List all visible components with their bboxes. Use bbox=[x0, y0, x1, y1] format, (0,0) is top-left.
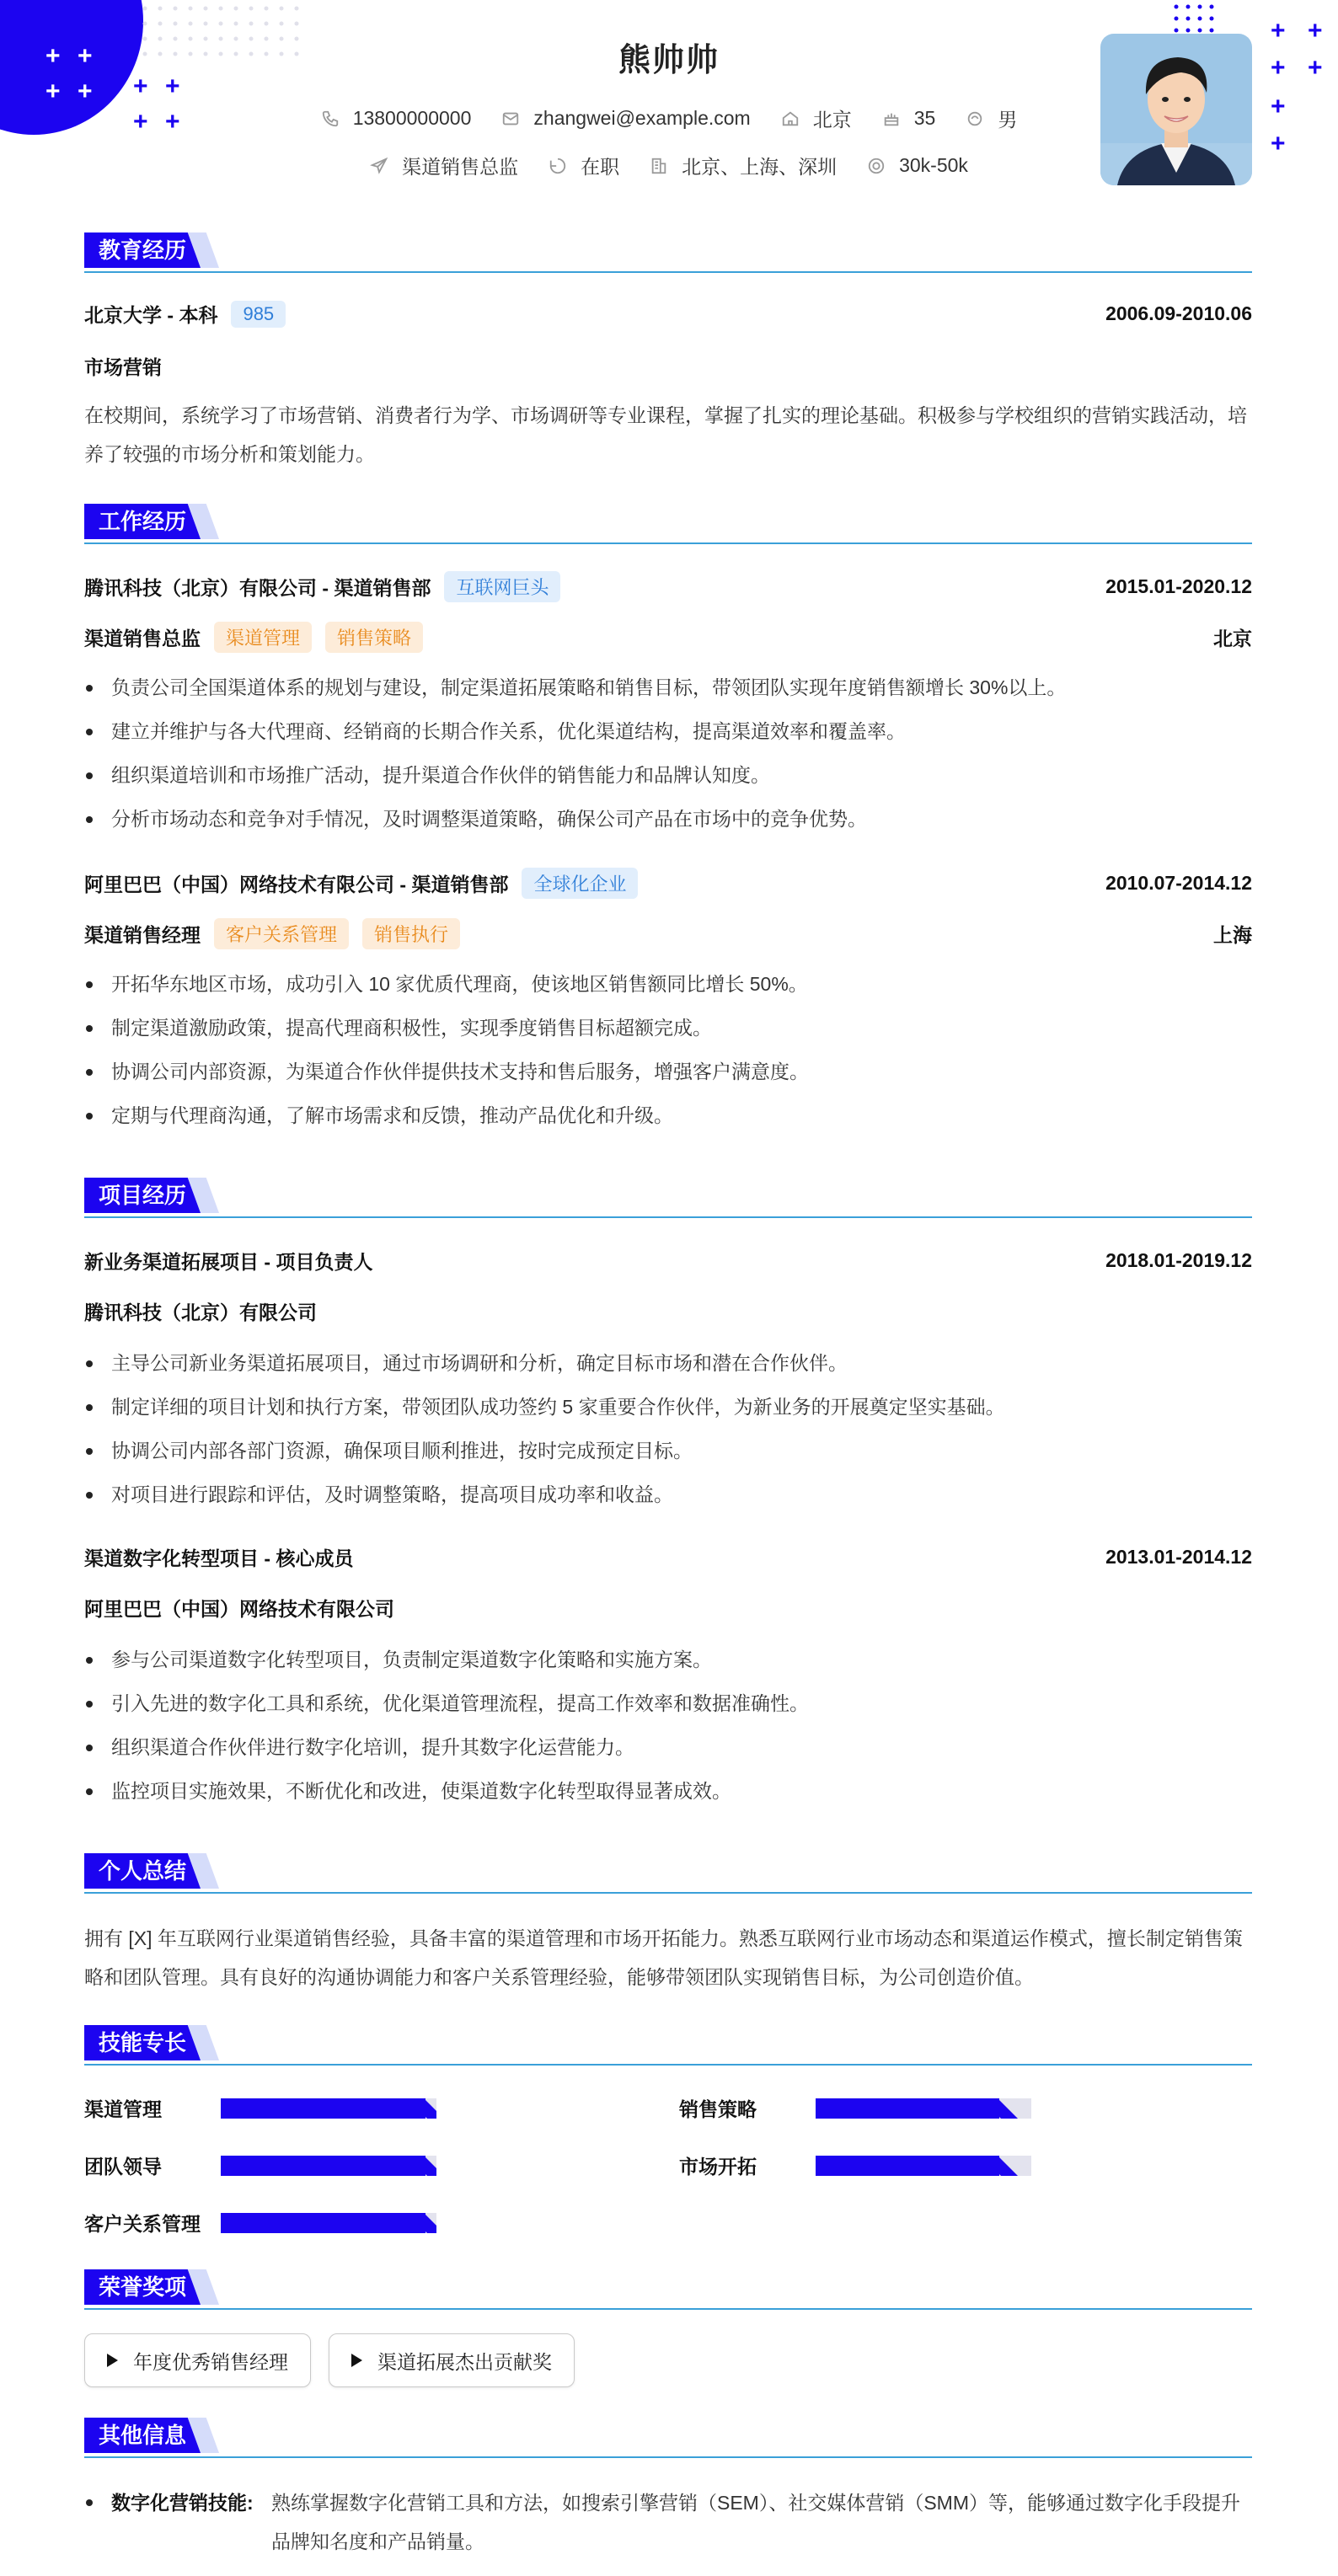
skill-label: 渠道管理 bbox=[84, 2098, 162, 2120]
other-key: 数字化营销技能: bbox=[111, 2492, 254, 2514]
list-item: 开拓华东地区市场，成功引入 10 家优质代理商，使该地区销售额同比增长 50%。 bbox=[84, 962, 1252, 1006]
section-title: 教育经历 bbox=[84, 232, 201, 268]
award-card bbox=[84, 2333, 311, 2387]
section-title: 荣誉奖项 bbox=[84, 2269, 201, 2305]
project-name: 新业务渠道拓展项目 - 项目负责人 bbox=[84, 1251, 373, 1273]
project-date: 2013.01-2014.12 bbox=[1105, 1546, 1252, 1568]
skill-label: 团队领导 bbox=[84, 2156, 162, 2178]
plus-icon: + bbox=[1271, 130, 1286, 158]
work-date: 2015.01-2020.12 bbox=[1105, 575, 1252, 597]
plus-icon: + bbox=[1271, 54, 1286, 82]
salary-icon bbox=[867, 157, 886, 175]
summary-text: 拥有 [X] 年互联网行业渠道销售经验，具备丰富的渠道管理和市场开拓能力。熟悉互联网行业市场动态和渠道运作模式，擅长制定销售策略和团队管理。具有良好的沟通协调能力和客户关系管理经验，能够带领团队实现销售目标，为公司创造价值。 bbox=[84, 1927, 1243, 1988]
job-cities bbox=[650, 152, 837, 179]
plus-icon: + bbox=[165, 108, 180, 136]
section-other bbox=[84, 2418, 1252, 2458]
work-bullets bbox=[84, 665, 1252, 841]
skill-item bbox=[679, 2151, 1031, 2179]
work-bullets bbox=[84, 962, 1252, 1137]
age-text: 35 bbox=[913, 107, 936, 129]
list-item: 协调公司内部各部门资源，确保项目顺利推进，按时完成预定目标。 bbox=[84, 1429, 1252, 1472]
plus-icon: + bbox=[78, 77, 93, 105]
work-header bbox=[84, 571, 1252, 602]
skill-item bbox=[84, 2094, 436, 2122]
work-header bbox=[84, 868, 1252, 899]
section-summary bbox=[84, 1853, 1252, 1894]
job-position bbox=[370, 152, 518, 179]
position-text: 渠道销售总监 bbox=[402, 156, 519, 178]
work-date: 2010.07-2014.12 bbox=[1105, 872, 1252, 894]
list-item: 组织渠道合作伙伴进行数字化培训，提升其数字化运营能力。 bbox=[84, 1725, 1252, 1769]
skill-bar-fill bbox=[816, 2156, 999, 2176]
list-item: 定期与代理商沟通，了解市场需求和反馈，推动产品优化和升级。 bbox=[84, 1093, 1252, 1137]
project-header bbox=[84, 1247, 1252, 1275]
contact-phone bbox=[321, 107, 472, 130]
contact-city bbox=[781, 104, 852, 132]
skill-tag: 渠道管理 bbox=[214, 622, 312, 653]
plus-icon: + bbox=[133, 108, 148, 136]
list-item: 制定详细的项目计划和执行方案，带领团队成功签约 5 家重要合作伙伴，为新业务的开展奠定坚实基础。 bbox=[84, 1385, 1252, 1429]
school-name: 北京大学 - 本科 bbox=[84, 304, 218, 326]
cities-text: 北京、上海、深圳 bbox=[682, 156, 838, 178]
plus-icon: + bbox=[45, 77, 61, 105]
school-badge: 985 bbox=[231, 301, 286, 328]
education-description: 在校期间，系统学习了市场营销、消费者行为学、市场调研等专业课程，掌握了扎实的理论基础。积极参与学校组织的营销实践活动，培养了较强的市场分析和策划能力。 bbox=[84, 404, 1247, 465]
plus-icon: + bbox=[133, 72, 148, 100]
salary-text: 30k-50k bbox=[899, 154, 968, 176]
project-company: 腾讯科技（北京）有限公司 bbox=[84, 1301, 317, 1323]
award-name: 年度优秀销售经理 bbox=[133, 2350, 288, 2373]
age-icon bbox=[882, 110, 901, 128]
skill-label: 客户关系管理 bbox=[84, 2213, 201, 2235]
list-item: 监控项目实施效果，不断优化和改进，使渠道数字化转型取得显著成效。 bbox=[84, 1769, 1252, 1813]
major: 市场营销 bbox=[84, 356, 162, 378]
email-text: zhangwei@example.com bbox=[533, 107, 751, 129]
dot-grid-decor bbox=[1173, 3, 1223, 37]
skill-item bbox=[84, 2209, 436, 2237]
plus-icon: + bbox=[1271, 93, 1286, 120]
skill-bar-fill bbox=[221, 2098, 425, 2119]
education-major-row bbox=[84, 352, 1252, 380]
company-badge: 互联网巨头 bbox=[444, 571, 560, 602]
contact-email bbox=[501, 107, 750, 130]
section-education bbox=[84, 232, 1252, 273]
project-company-row bbox=[84, 1297, 1252, 1325]
list-item: 对项目进行跟踪和评估，及时调整策略，提高项目成功率和收益。 bbox=[84, 1472, 1252, 1516]
other-value: 熟练掌握数字化营销工具和方法，如搜索引擎营销（SEM）、社交媒体营销（SMM）等，能够通过数字化手段提升品牌知名度和产品销量。 bbox=[271, 2492, 1240, 2552]
email-icon bbox=[501, 110, 520, 128]
section-title: 工作经历 bbox=[84, 504, 201, 539]
section-awards bbox=[84, 2269, 1252, 2310]
list-item: 负责公司全国渠道体系的规划与建设，制定渠道拓展策略和销售目标，带领团队实现年度销售额增长 30%以上。 bbox=[84, 665, 1252, 709]
skill-tag: 客户关系管理 bbox=[214, 918, 349, 949]
skill-label: 市场开拓 bbox=[679, 2156, 757, 2178]
plus-icon: + bbox=[1308, 54, 1323, 82]
section-title: 其他信息 bbox=[84, 2418, 201, 2453]
plus-icon: + bbox=[78, 42, 93, 70]
plus-icon: + bbox=[45, 42, 61, 70]
skill-tag: 销售策略 bbox=[325, 622, 423, 653]
gender-icon bbox=[966, 110, 984, 128]
skill-tag: 销售执行 bbox=[362, 918, 460, 949]
candidate-name: 熊帅帅 bbox=[618, 43, 720, 78]
list-item: 制定渠道激励政策，提高代理商积极性，实现季度销售目标超额完成。 bbox=[84, 1006, 1252, 1050]
city-text: 北京 bbox=[812, 109, 852, 131]
section-skills bbox=[84, 2025, 1252, 2066]
home-icon bbox=[781, 110, 800, 128]
phone-icon bbox=[321, 110, 340, 128]
skill-bar-fill bbox=[221, 2156, 425, 2176]
skill-item bbox=[84, 2151, 436, 2179]
play-icon bbox=[351, 2354, 362, 2367]
company-name: 腾讯科技（北京）有限公司 - 渠道销售部 bbox=[84, 577, 431, 599]
project-date: 2018.01-2019.12 bbox=[1105, 1249, 1252, 1271]
work-title-row bbox=[84, 918, 1252, 949]
avatar bbox=[1100, 34, 1252, 185]
work-title-row bbox=[84, 622, 1252, 653]
section-work bbox=[84, 504, 1252, 544]
skill-bar-fill bbox=[221, 2213, 425, 2233]
list-item: 协调公司内部资源，为渠道合作伙伴提供技术支持和售后服务，增强客户满意度。 bbox=[84, 1050, 1252, 1093]
project-company: 阿里巴巴（中国）网络技术有限公司 bbox=[84, 1598, 394, 1620]
list-item: 分析市场动态和竞争对手情况，及时调整渠道策略，确保公司产品在市场中的竞争优势。 bbox=[84, 797, 1252, 841]
send-icon bbox=[370, 157, 388, 175]
project-bullets bbox=[84, 1638, 1252, 1813]
award-card bbox=[329, 2333, 575, 2387]
section-title: 技能专长 bbox=[84, 2025, 201, 2060]
job-title: 渠道销售经理 bbox=[84, 924, 201, 946]
gender-text: 男 bbox=[998, 109, 1018, 131]
project-bullets bbox=[84, 1341, 1252, 1516]
skill-bar bbox=[221, 2213, 436, 2233]
list-item: 引入先进的数字化工具和系统，优化渠道管理流程，提高工作效率和数据准确性。 bbox=[84, 1681, 1252, 1725]
skill-label: 销售策略 bbox=[679, 2098, 757, 2120]
list-item: 参与公司渠道数字化转型项目，负责制定渠道数字化策略和实施方案。 bbox=[84, 1638, 1252, 1681]
work-city: 上海 bbox=[1213, 924, 1252, 946]
plus-icon: + bbox=[1308, 17, 1323, 45]
work-city: 北京 bbox=[1213, 628, 1252, 649]
section-projects bbox=[84, 1178, 1252, 1218]
job-title: 渠道销售总监 bbox=[84, 628, 201, 649]
status-icon bbox=[549, 157, 567, 175]
skill-bar bbox=[816, 2098, 1031, 2119]
contact-age bbox=[882, 107, 936, 130]
play-icon bbox=[107, 2354, 118, 2367]
skill-bar bbox=[221, 2098, 436, 2119]
section-title: 项目经历 bbox=[84, 1178, 201, 1213]
plus-icon: + bbox=[1271, 17, 1286, 45]
skill-bar-fill bbox=[816, 2098, 999, 2119]
phone-text: 13800000000 bbox=[352, 107, 472, 129]
skill-item bbox=[679, 2094, 1031, 2122]
status-text: 在职 bbox=[581, 156, 620, 178]
award-name: 渠道拓展杰出贡献奖 bbox=[377, 2350, 552, 2373]
company-badge: 全球化企业 bbox=[522, 868, 638, 899]
plus-icon: + bbox=[165, 72, 180, 100]
project-company-row bbox=[84, 1594, 1252, 1622]
section-title: 个人总结 bbox=[84, 1853, 201, 1889]
company-name: 阿里巴巴（中国）网络技术有限公司 - 渠道销售部 bbox=[84, 874, 509, 895]
education-header bbox=[84, 300, 1252, 328]
skill-bar bbox=[221, 2156, 436, 2176]
contact-gender bbox=[966, 104, 1017, 132]
list-item: 建立并维护与各大代理商、经销商的长期合作关系，优化渠道结构，提高渠道效率和覆盖率。 bbox=[84, 709, 1252, 753]
project-header bbox=[84, 1543, 1252, 1571]
project-name: 渠道数字化转型项目 - 核心成员 bbox=[84, 1547, 354, 1569]
education-date: 2006.09-2010.06 bbox=[1105, 302, 1252, 324]
job-status bbox=[549, 152, 619, 179]
skill-bar bbox=[816, 2156, 1031, 2176]
building-icon bbox=[650, 157, 668, 175]
list-item: 组织渠道培训和市场推广活动，提升渠道合作伙伴的销售能力和品牌认知度。 bbox=[84, 753, 1252, 797]
job-salary bbox=[867, 154, 968, 177]
list-item: 主导公司新业务渠道拓展项目，通过市场调研和分析，确定目标市场和潜在合作伙伴。 bbox=[84, 1341, 1252, 1385]
